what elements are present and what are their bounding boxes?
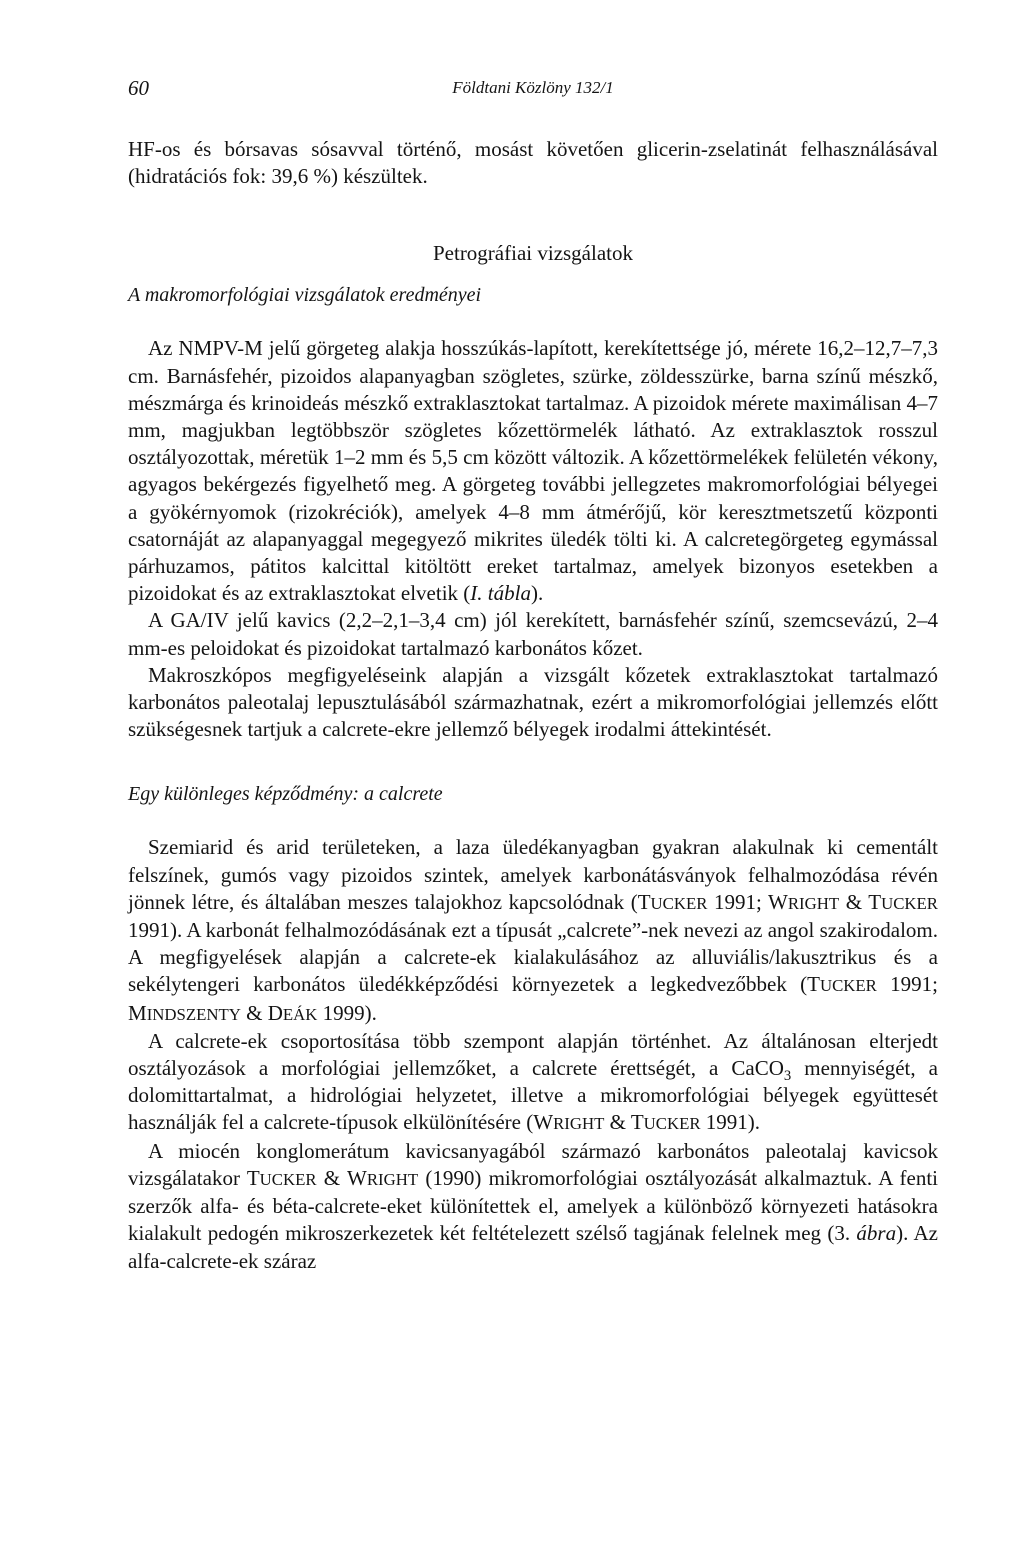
paragraph-classification: A calcrete-ek csoportosítása több szempont alapján történhet. Az általánosan elterjedt osztályozások a morfológiai jellemzőket, a calcrete érettségét, a CaCO$_3$ mennyiségét, a dolomittartalmat, a hidrológiai helyzetet, illetve a mikromorfológiai bélyegek együttesét használják fel a calcrete-típusok elkülönítésére (WRIGHT & TUCKER 1991). bbox=[128, 1028, 938, 1135]
figure-reference: ábra bbox=[856, 1221, 897, 1246]
journal-title: Földtani Közlöny 132/1 bbox=[452, 78, 614, 97]
paragraph-nmpv: Az NMPV-M jelű görgeteg alakja hosszúkás-lapított, kerekítettsége jó, mérete 16,2–12,7–7,3 cm. Barnásfehér, pizoidos alapanyagban szögletes, szürke, zöldesszürke, barna színű mészkő, mészmárga és krinoideás mészkő extraklasztokat tartalmaz. A pizoidok mérete maximálisan 4–7 mm, magjukban legtöbbször szögletes kőzettörmelék látható. Az extraklasztok rosszul osztályozottak, méretük 1–2 mm és 5,5 cm között változik. A kőzettörmelékek felületén vékony, agyagos bekérgezés figyelhető meg. A görgeteg további jellegzetes makromorfológiai bélyegei a gyökérnyomok (rizokréciók), amelyek 4–8 mm átmérőjű, kör keresztmetszetű központi csatornáját az alapanyaggal megegyező mikrites üledék tölti ki. A calcretegörgeteg egymással párhuzamos, pátitos kalcittal kitöltött ereket tartalmaz, amelyek bizonyos esetekben a pizoidokat és az extraklasztokat elvetik (I. tábla). bbox=[128, 336, 938, 606]
section-title: Petrográfiai vizsgálatok bbox=[432, 241, 633, 266]
paragraph-calcrete-intro: Szemiarid és arid területeken, a laza üledékanyagban gyakran alakulnak ki cementált felszínek, gumós vagy pizoidos szintek, amelyek karbonátásványok felhalmozódása révén jönnek létre, és általában meszes talajokhoz kapcsolódnak (TUCKER 1991; WRIGHT & TUCKER 1991). A karbonát felhalmozódásának ezt a típusát „calcrete”-nek nevezi az angol szakirodalom. A megfigyelések alapján a calcrete-ek kialakulásához az alluviális/lakusztrikus és a sekélytengeri karbonátos üledékképződési környezetek a legkedvezőbbek (TUCKER 1991; MINDSZENTY & DEÁK 1999). bbox=[128, 835, 939, 1025]
intro-paragraph: HF-os és bórsavas sósavval történő, mosást követően glicerin-zselatinát felhasználásával (hidratációs fok: 39,6 %) készültek. bbox=[128, 137, 938, 189]
plate-reference: I. tábla bbox=[470, 581, 531, 606]
subsection-heading-macromorphology: A makromorfológiai vizsgálatok eredményei bbox=[128, 284, 482, 307]
running-header bbox=[128, 76, 938, 110]
page-number: 60 bbox=[128, 76, 149, 100]
paragraph-miocene: A miocén konglomerátum kavicsanyagából származó karbonátos paleotalaj kavicsok vizsgálatakor TUCKER & WRIGHT (1990) mikromorfológiai osztályozását alkalmaztuk. A fenti szerzők alfa- és béta-calcrete-eket különítettek el, amelyek a különböző környezeti hatásokra kialakult pedogén mikroszerkezetek két feltételezett szélső tagjának felelnek meg (3. ábra). Az alfa-calcrete-ek száraz bbox=[128, 1138, 938, 1273]
page bbox=[128, 76, 938, 1275]
paragraph-ga-iv: A GA/IV jelű kavics (2,2–2,1–3,4 cm) jól kerekített, barnásfehér színű, szemcsevázú, 2–4 mm-es peloidokat és pizoidokat tartalmazó karbonátos kőzet. bbox=[128, 608, 938, 660]
subsection-heading-calcrete: Egy különleges képződmény: a calcrete bbox=[128, 783, 443, 806]
paragraph-macroscopic: Makroszkópos megfigyeléseink alapján a vizsgált kőzetek extraklasztokat tartalmazó karbonátos paleotalaj lepusztulásából származhatnak, ezért a mikromorfológiai jellemzés előtt szükségesnek tartjuk a calcrete-ekre jellemző bélyegek irodalmi áttekintését. bbox=[128, 662, 938, 742]
